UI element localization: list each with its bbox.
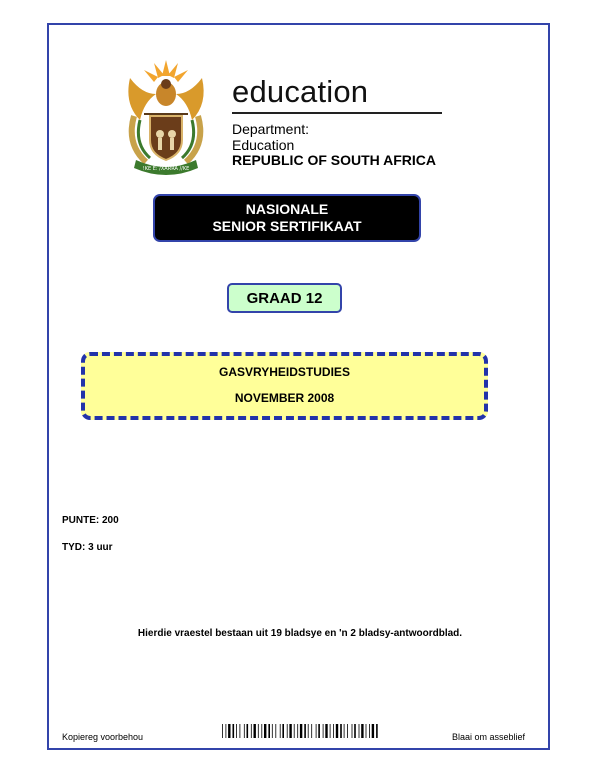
department-label: Department: [232,121,310,137]
exam-session: NOVEMBER 2008 [234,391,335,405]
certificate-line-1: NASIONALE [245,201,329,217]
page-count-notice: Hierdie vraestel bestaan uit 19 bladsye en 'n 2 bladsy-antwoordblad. [137,628,463,639]
country-name: REPUBLIC OF SOUTH AFRICA [232,152,437,168]
time-label: TYD: 3 uur [62,542,113,553]
please-turn-over: Blaai om asseblief [451,732,525,742]
subject-title: GASVRYHEIDSTUDIES [219,365,350,379]
certificate-line-2: SENIOR SERTIFIKAAT [212,218,362,234]
brand-word: education [232,74,369,109]
certificate-banner [155,196,419,240]
barcode-icon [222,724,380,738]
marks-label: PUNTE: 200 [62,515,119,526]
svg-text:!KE E: /XARRA //KE: !KE E: /XARRA //KE [142,166,190,172]
coat-of-arms-icon [120,58,212,178]
copyright-notice: Kopiereg voorbehou [62,732,144,742]
department-name: Education [232,137,295,153]
brand-divider [232,112,442,114]
subject-panel [81,352,488,420]
grade-badge: GRAAD 12 [227,283,342,313]
